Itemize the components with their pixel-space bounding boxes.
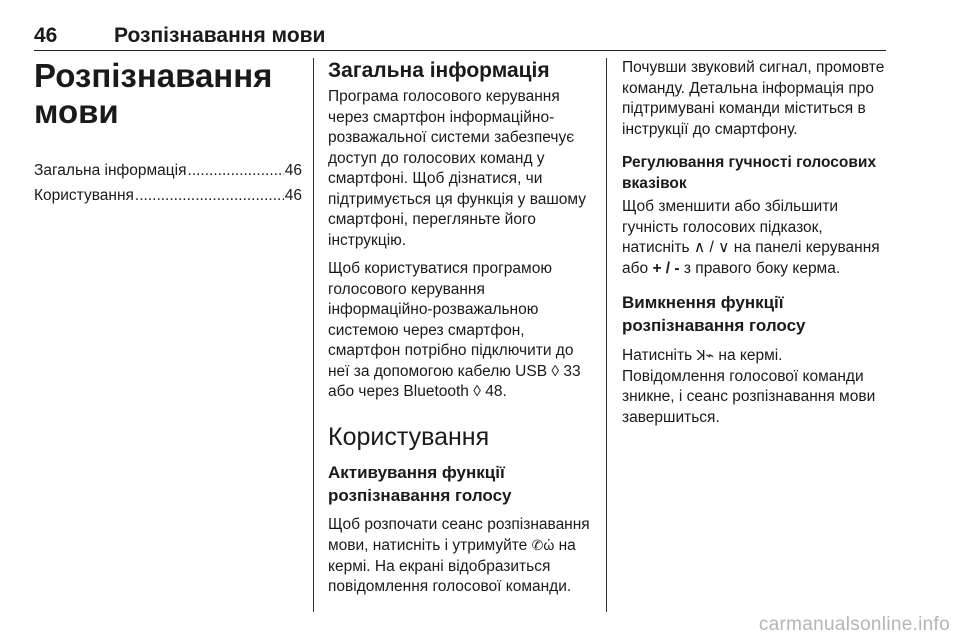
- toc-page: 46: [284, 162, 302, 179]
- subsection-title-deactivate: Вимкнення функції розпізнавання голосу: [622, 293, 806, 335]
- paragraph: [622, 345, 888, 428]
- voice-call-icon: ✆ὠ: [531, 537, 555, 553]
- section-title-usage: Користування: [328, 422, 490, 451]
- subsection-title-activate: Активування функції розпізнавання голосу: [328, 462, 512, 505]
- middle-column: [328, 58, 590, 606]
- column-divider-2: [606, 58, 607, 612]
- text: Натисніть: [622, 347, 697, 364]
- page-header: [34, 24, 886, 51]
- text: на кермі. Повідомлення голосової команди зникне, і сеанс розпізнавання мови завершиться.: [622, 347, 876, 426]
- watermark: carmanualsonline.info: [758, 614, 950, 635]
- paragraph: Програма голосового керування через смартфон інформаційно-розважальної системи забезпечує доступ до голосових команд у смартфоні. Щоб дізнатися, чи підтримується ця функція у вашому смартфоні, перегляньте його інструкцію.: [328, 88, 587, 249]
- text: Щоб користуватися програмою голосового керування інформаційно-розважальною системою через смартфон, смартфон потрібно підключити до неї за допомогою кабелю USB: [328, 260, 574, 380]
- section-title-general: Загальна інформація: [328, 59, 550, 82]
- left-column: [34, 58, 302, 208]
- paragraph: [622, 197, 888, 279]
- toc-entry-usage[interactable]: [34, 183, 302, 208]
- text: 48.: [480, 383, 507, 400]
- text: на панелі керування або: [622, 239, 880, 277]
- toc-entry-general[interactable]: [34, 158, 302, 183]
- up-down-arrow-icon: ∧ / ∨: [693, 239, 730, 256]
- text: з правого боку керма.: [679, 259, 841, 277]
- subsection-title-volume: Регулювання гучності голосових вказівок: [622, 154, 877, 192]
- page-ref-arrow-icon: ◊: [473, 383, 481, 400]
- paragraph: [328, 259, 590, 403]
- paragraph: Почувши звуковий сигнал, промовте команду. Детальна інформація про підтримувані команди міститься в інструкції до смартфону.: [622, 59, 885, 138]
- text: на кермі. На екрані відобразиться повідомлення голосової команди.: [328, 537, 576, 595]
- running-title: Розпізнавання мови: [114, 24, 326, 47]
- page-ref-arrow-icon: ◊: [551, 362, 560, 380]
- page-number: 46: [34, 24, 58, 47]
- toc-page: 46: [284, 187, 302, 204]
- toc-label: Користування: [34, 187, 134, 204]
- table-of-contents: [34, 158, 302, 208]
- toc-leader-dots: [188, 158, 284, 183]
- chapter-title: Розпізнавання мови: [34, 57, 273, 130]
- text: Щоб розпочати сеанс розпізнавання мови, натисніть і утримуйте: [328, 515, 590, 554]
- paragraph: [328, 515, 590, 598]
- end-voice-icon: ꓘ⌁: [696, 347, 715, 363]
- plus-minus-keys: + / -: [652, 259, 680, 277]
- toc-leader-dots: [135, 183, 284, 208]
- text: Щоб зменшити або збільшити гучність голосових підказок, натисніть: [622, 198, 839, 256]
- right-column: [622, 58, 888, 436]
- column-divider-1: [313, 58, 314, 612]
- toc-label: Загальна інформація: [34, 162, 187, 179]
- text: 33 або через Bluetooth: [328, 362, 581, 400]
